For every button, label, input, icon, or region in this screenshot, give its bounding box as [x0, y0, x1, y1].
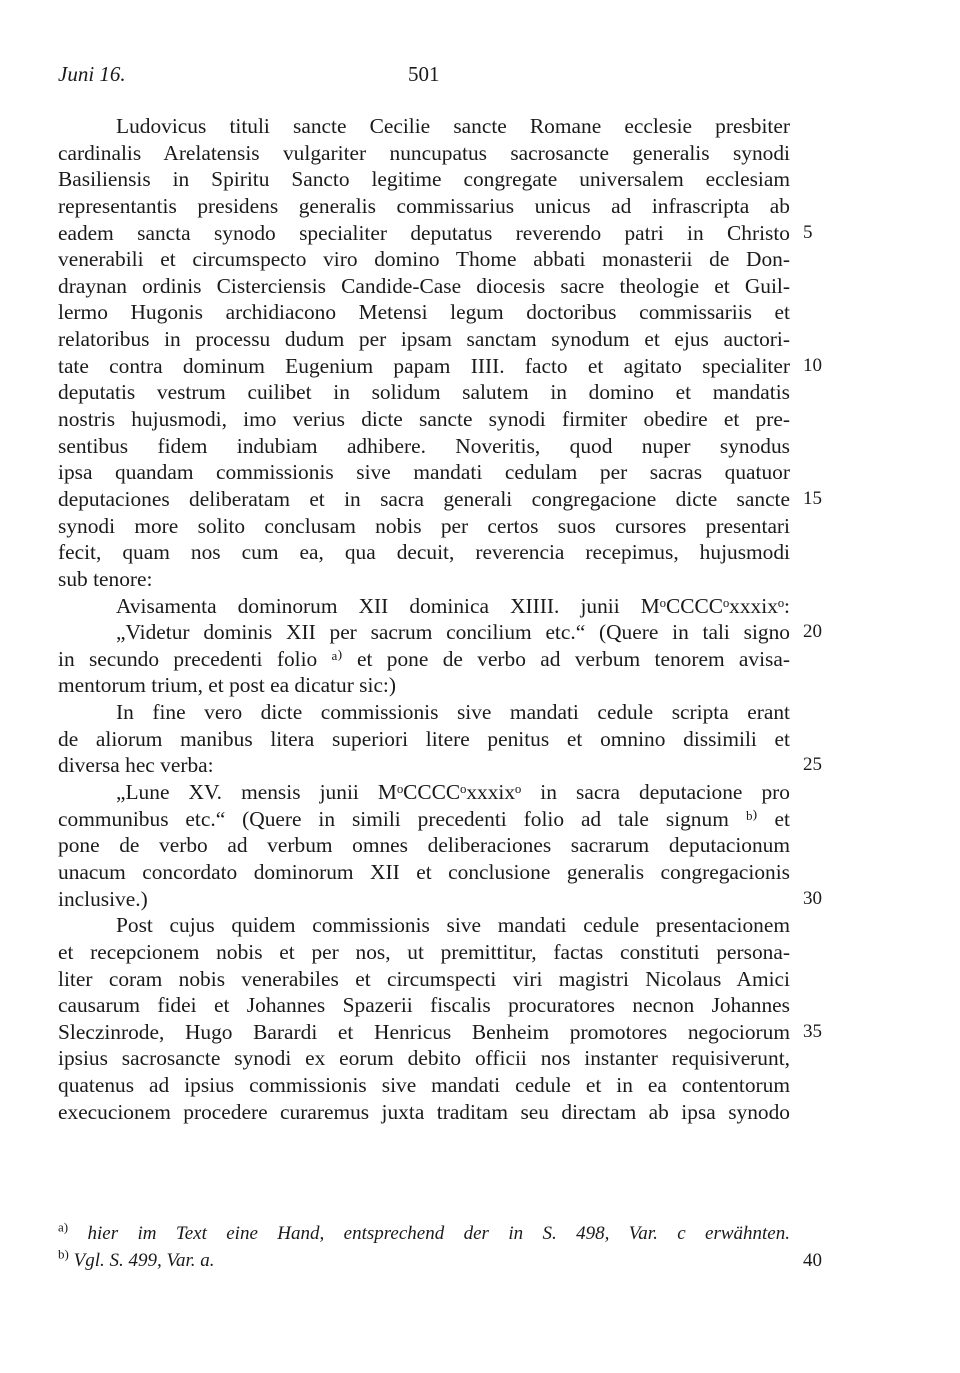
text-line	[58, 299, 790, 326]
text-line-content: „Videtur dominis XII per sacrum concilium etc.“ (Quere in tali signo	[116, 620, 790, 645]
text-line-content: Basiliensis in Spiritu Sancto legitime congregate universalem ecclesiam	[58, 167, 790, 192]
text-line-content: et recepcionem nobis et per nos, ut premittitur, factas constituti persona-	[58, 939, 790, 964]
text-line	[58, 966, 790, 993]
text-line-content: sub tenore:	[58, 566, 153, 591]
text-line-content: deputatis vestrum cuilibet in solidum salutem in domino et mandatis	[58, 380, 790, 405]
footnote-mark: b)	[58, 1246, 69, 1262]
line-number: 10	[803, 354, 822, 376]
text-line-content: sentibus fidem indubiam adhibere. Noveritis, quod nuper synodus	[58, 433, 790, 458]
text-line	[58, 486, 822, 513]
text-line	[58, 806, 790, 833]
text-line	[58, 433, 790, 460]
text-line	[58, 886, 822, 913]
text-line-content: de aliorum manibus litera superiori litere penitus et omnino dissimili et	[58, 726, 790, 751]
text-line-content: „Lune XV. mensis junii MᵒCCCCᵒxxxixᵒ in sacra deputacione pro	[116, 780, 790, 805]
text-line-content: ipsa quandam commissionis sive mandati cedulam per sacras quatuor	[58, 460, 790, 485]
text-line-content: representantis presidens generalis commissarius unicus ad infrascripta ab	[58, 193, 790, 218]
page-header	[58, 62, 790, 90]
text-line	[58, 1099, 790, 1126]
footnote	[58, 1247, 823, 1274]
text-line-content: Sleczinrode, Hugo Barardi et Henricus Benheim promotores negociorum	[58, 1019, 790, 1044]
text-line	[58, 406, 790, 433]
text-line-content: Post cujus quidem commissionis sive mandati cedule presentacionem	[116, 913, 790, 938]
running-head: Juni 16.	[58, 62, 126, 86]
text-line	[58, 859, 790, 886]
text-line	[58, 779, 790, 806]
text-line	[58, 1045, 790, 1072]
text-line	[58, 752, 822, 779]
text-line-content: ipsius sacrosancte synodi ex eorum debito officii nos instanter requisiverunt,	[58, 1046, 790, 1071]
text-line	[58, 113, 790, 140]
text-line	[58, 193, 790, 220]
footnote-mark: a)	[58, 1219, 69, 1235]
text-line	[58, 220, 813, 247]
text-line	[58, 912, 790, 939]
text-line	[58, 326, 790, 353]
text-line	[58, 273, 790, 300]
line-number: 30	[803, 887, 822, 909]
text-line-content: unacum concordato dominorum XII et conclusione generalis congregacionis	[58, 859, 790, 884]
line-number: 15	[803, 487, 822, 509]
text-line	[58, 566, 790, 593]
text-line	[58, 539, 790, 566]
text-line	[58, 379, 790, 406]
text-line-content: in secundo precedenti folio ᵃ⁾ et pone de verbo ad verbum tenorem avisa-	[58, 646, 790, 671]
text-line-content: quatenus ad ipsius commissionis sive mandati cedule et in ea contentorum	[58, 1073, 790, 1098]
text-line-content: draynan ordinis Cisterciensis Candide-Case diocesis sacre theologie et Guil-	[58, 273, 790, 298]
text-line	[58, 619, 822, 646]
text-line	[58, 646, 790, 673]
text-line-content: mentorum trium, et post ea dicatur sic:)	[58, 673, 396, 698]
text-line	[58, 939, 790, 966]
footnote-text: Vgl. S. 499, Var. a.	[68, 1250, 215, 1271]
text-line	[58, 992, 790, 1019]
text-line-content: deputaciones deliberatam et in sacra generali congregacione dicte sancte	[58, 486, 790, 511]
text-line	[58, 166, 790, 193]
text-line-content: relatoribus in processu dudum per ipsam sanctam synodum et ejus auctori-	[58, 327, 790, 352]
text-line-content: In fine vero dicte commissionis sive mandati cedule scripta erant	[116, 700, 790, 725]
footnote-text: hier im Text eine Hand, entsprechend der in S. 498, Var. c erwähnten.	[68, 1223, 790, 1244]
text-line-content: inclusive.)	[58, 886, 148, 911]
text-line-content: venerabili et circumspecto viro domino Thome abbati monasterii de Don-	[58, 247, 790, 272]
text-line-content: eadem sancta synodo specialiter deputatus reverendo patri in Christo	[58, 220, 790, 245]
text-line-content: cardinalis Arelatensis vulgariter nuncupatus sacrosancte generalis synodi	[58, 140, 790, 165]
line-number: 40	[803, 1250, 822, 1271]
text-line	[58, 593, 790, 620]
text-line-content: pone de verbo ad verbum omnes deliberaciones sacrarum deputacionum	[58, 833, 790, 858]
text-line	[58, 1019, 822, 1046]
footnote	[58, 1220, 790, 1247]
text-line-content: fecit, quam nos cum ea, qua decuit, reverencia recepimus, hujusmodi	[58, 540, 790, 565]
footnotes	[58, 1220, 823, 1274]
text-line	[58, 726, 790, 753]
line-number: 25	[803, 754, 822, 776]
text-line	[58, 353, 822, 380]
text-line-content: nostris hujusmodi, imo verius dicte sancte synodi firmiter obedire et pre-	[58, 407, 790, 432]
text-line	[58, 246, 790, 273]
line-number: 35	[803, 1020, 822, 1042]
text-line-content: lermo Hugonis archidiacono Metensi legum doctoribus commissariis et	[58, 300, 790, 325]
text-line-content: Ludovicus tituli sancte Cecilie sancte Romane ecclesie presbiter	[116, 114, 790, 138]
text-line	[58, 459, 790, 486]
text-line-content: execucionem procedere curaremus juxta traditam seu directam ab ipsa synodo	[58, 1099, 790, 1124]
text-line-content: diversa hec verba:	[58, 753, 214, 778]
text-line-content: communibus etc.“ (Quere in simili precedenti folio ad tale signum ᵇ⁾ et	[58, 806, 790, 831]
page-number: 501	[408, 62, 440, 86]
line-number: 20	[803, 621, 822, 643]
text-line	[58, 140, 790, 167]
text-line	[58, 513, 790, 540]
text-line	[58, 832, 790, 859]
line-number: 5	[803, 221, 813, 243]
text-line	[58, 699, 790, 726]
text-line-content: synodi more solito conclusam nobis per certos suos cursores presentari	[58, 513, 790, 538]
text-line-content: tate contra dominum Eugenium papam IIII. facto et agitato specialiter	[58, 353, 790, 378]
text-line-content: causarum fidei et Johannes Spazerii fiscalis procuratores necnon Johannes	[58, 993, 790, 1018]
text-line-content: Avisamenta dominorum XII dominica XIIII. junii MᵒCCCCᵒxxxixᵒ:	[116, 593, 790, 618]
text-line	[58, 672, 790, 699]
text-line-content: liter coram nobis venerabiles et circumspecti viri magistri Nicolaus Amici	[58, 966, 790, 991]
text-line	[58, 1072, 790, 1099]
body-text	[58, 113, 822, 1125]
